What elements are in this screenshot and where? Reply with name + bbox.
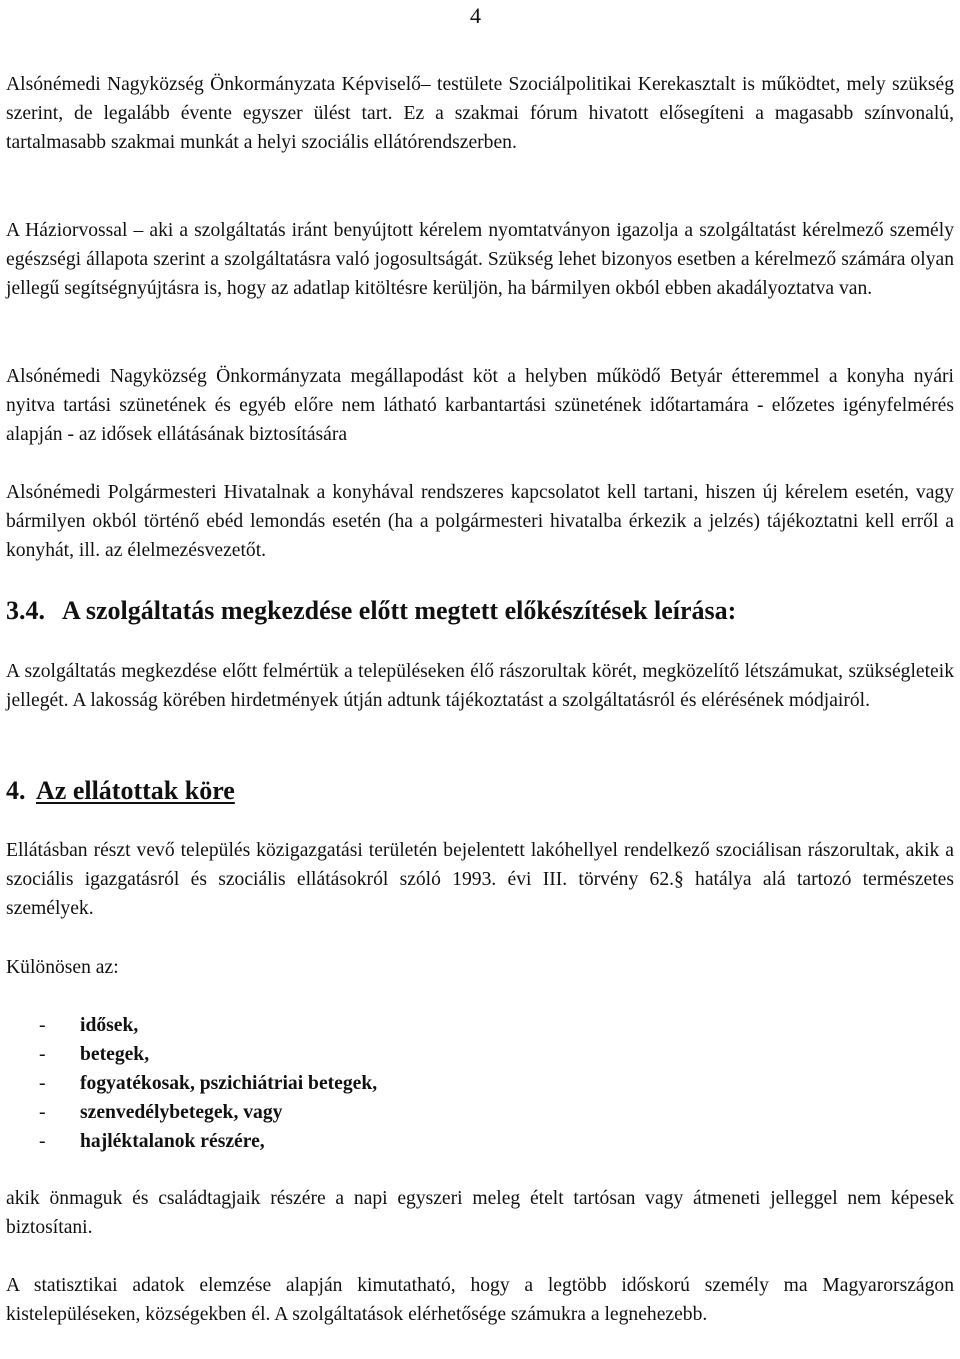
list-item-text: szenvedélybetegek, vagy <box>80 1102 283 1123</box>
list-item <box>6 1069 377 1098</box>
section-number: 3.4. <box>6 596 45 625</box>
section-heading-3-4 <box>6 594 736 628</box>
paragraph-meleg-etel: akik önmaguk és családtagjaik részére a napi egyszeri meleg ételt tartósan vagy átmeneti jelleggel nem képesek biztosítani. <box>6 1188 954 1238</box>
list-item-text: hajléktalanok részére, <box>80 1131 265 1152</box>
section-title: Az ellátottak köre <box>36 776 235 805</box>
list-item <box>6 1040 377 1069</box>
paragraph-haziorvos: A Háziorvossal – aki a szolgáltatás iránt benyújtott kérelem nyomtatványon igazolja a szolgáltatást kérelmező személy egészségi állapota szerint a szolgáltatásra való jogosultságát. Szükség lehet bizonyos esetben a kérelmező számára olyan jellegű segítségnyújtásra is, hogy az adatlap kitöltésre kerüljön, ha bármilyen okból ebben akadályoztatva van. <box>6 220 954 299</box>
paragraph-polgarmesteri-hivatal: Alsónémedi Polgármesteri Hivatalnak a konyhával rendszeres kapcsolatot kell tartani, hiszen új kérelem esetén, vagy bármilyen okból történő ebéd lemondás esetén (ha a polgármesteri hivatalba érkezik a jelzés) tájékoztatni kell erről a konyhát, ill. az élelmezésvezetőt. <box>6 482 954 561</box>
section-title: A szolgáltatás megkezdése előtt megtett előkészítések leírása: <box>62 596 737 625</box>
paragraph-statisztika: A statisztikai adatok elemzése alapján kimutatható, hogy a legtöbb időskorú személy ma Magyarországon kistelepüléseken, községekben él. A szolgáltatások elérhetősége számukra a legnehezebb. <box>6 1275 954 1325</box>
list-dash: - <box>39 1044 46 1065</box>
paragraph-betyar-etterem: Alsónémedi Nagyközség Önkormányzata megállapodást köt a helyben működő Betyár étteremmel a konyha nyári nyitva tartási szünetének és egyéb előre nem látható karbantartási szünetének időtartamára - előzetes igényfelmérés alapján - az idősek ellátásának biztosítására <box>6 366 954 445</box>
list-dash: - <box>39 1102 46 1123</box>
list-item-text: fogyatékosak, pszichiátriai betegek, <box>80 1073 378 1094</box>
list-item <box>6 1127 377 1156</box>
page-number: 4 <box>470 3 481 28</box>
section-heading-4 <box>6 774 235 808</box>
list-item <box>6 1011 377 1040</box>
paragraph-ellatottak: Ellátásban részt vevő település közigazgatási területén bejelentett lakóhellyel rendelkező szociálisan rászorultak, akik a szociális igazgatásról és szociális ellátásokról szóló 1993. évi III. törvény 62.§ hatálya alá tartozó természetes személyek. <box>6 840 954 919</box>
list-item-text: betegek, <box>80 1044 150 1065</box>
list-dash: - <box>39 1073 46 1094</box>
section-number: 4. <box>6 776 26 805</box>
list-dash: - <box>39 1015 46 1036</box>
target-group-list <box>6 1011 377 1156</box>
paragraph-felmeres: A szolgáltatás megkezdése előtt felmértük a településeken élő rászorultak körét, megközelítő létszámukat, szükségleteik jellegét. A lakosság körében hirdetmények útján adtunk tájékoztatást a szolgáltatásról és elérésének módjairól. <box>6 661 954 711</box>
list-dash: - <box>39 1131 46 1152</box>
list-item-text: idősek, <box>80 1015 139 1036</box>
paragraph-kulonosen: Különösen az: <box>6 957 119 978</box>
list-item <box>6 1098 377 1127</box>
paragraph-kerekasztal: Alsónémedi Nagyközség Önkormányzata Képviselő– testülete Szociálpolitikai Kerekasztalt is működtet, mely szükség szerint, de legalább évente egyszer ülést tart. Ez a szakmai fórum hivatott elősegíteni a magasabb színvonalú, tartalmasabb szakmai munkát a helyi szociális ellátórendszerben. <box>6 74 954 153</box>
